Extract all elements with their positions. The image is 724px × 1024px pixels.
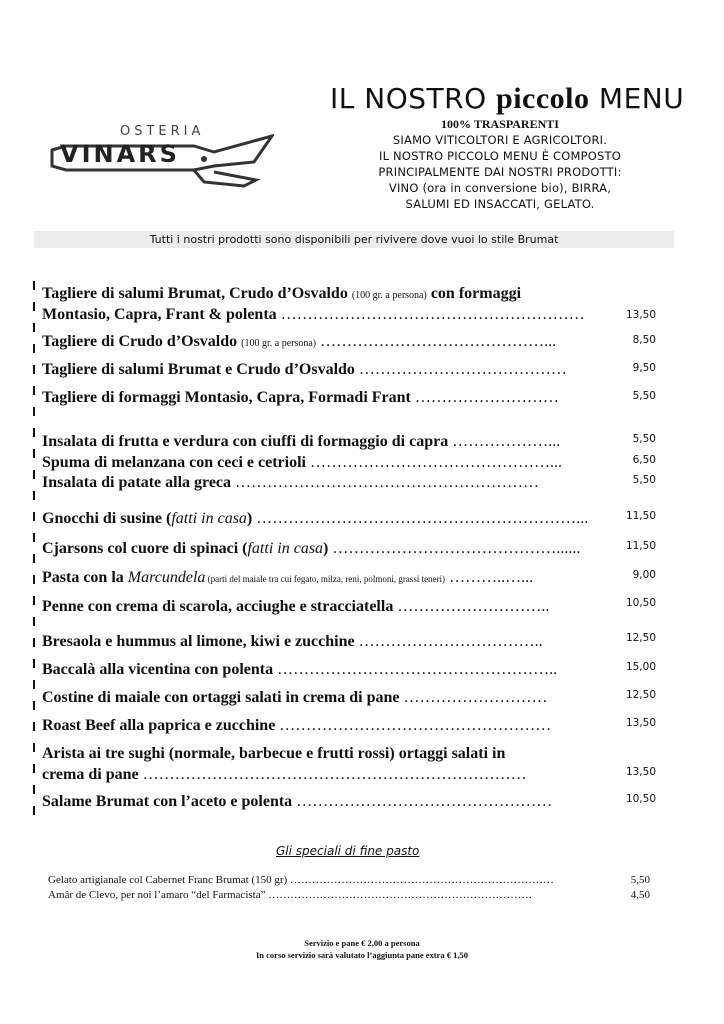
- item-price: 13,50: [625, 717, 656, 729]
- dessert-name: Amâr de Clevo, per noi l’amaro “del Farmacista”: [48, 889, 269, 901]
- leader-dots: ………………………: [414, 389, 559, 406]
- intro-line: PRINCIPALMENTE DAI NOSTRI PRODOTTI:: [378, 165, 622, 179]
- desserts-heading: Gli speciali di fine pasto: [276, 844, 420, 858]
- leader-dots: ………………………..: [397, 598, 550, 615]
- item-price: 5,50: [632, 390, 656, 402]
- leader-dots: ………………………: [403, 689, 548, 706]
- item-name: Baccalà alla vicentina con polenta: [42, 661, 278, 678]
- leader-dots: ………………………………………...: [309, 454, 562, 471]
- leader-dots: ……………………………..: [358, 633, 543, 650]
- leader-dots: ………..…...: [445, 569, 534, 586]
- intro-line: SALUMI ED INSACCATI, GELATO.: [405, 197, 595, 211]
- item-name: Cjarsons col cuore di spinaci (: [42, 540, 248, 557]
- item-name: Gnocchi di susine (: [42, 510, 172, 527]
- leader-dots: ……………………………………………………...: [256, 510, 589, 527]
- service-note: Servizio e pane € 2,00 a persona: [304, 938, 420, 948]
- intro-line: IL NOSTRO PICCOLO MENU È COMPOSTO: [378, 149, 622, 163]
- item-note: (parti del maiale tra cui fegato, milza, reni, polmoni, grassi teneri): [205, 574, 446, 584]
- availability-banner: Tutti i nostri prodotti sono disponibili per rivivere dove vuoi lo stile Brumat: [34, 231, 674, 248]
- menu-item: [42, 539, 612, 559]
- item-name: Salame Brumat con l’aceto e polenta: [42, 793, 297, 810]
- leader-dots: ………………………………………………………………: [268, 889, 533, 901]
- menu-item-line2: [42, 305, 612, 325]
- item-name: Insalata di frutta e verdura con ciuffi di formaggio di capra: [42, 433, 453, 450]
- item-name: Pasta con la: [42, 569, 128, 586]
- item-name: Montasio, Capra, Frant & polenta: [42, 306, 281, 323]
- item-name: Tagliere di salumi Brumat, Crudo d’Osvaldo: [42, 285, 352, 302]
- item-price: 11,50: [625, 540, 656, 552]
- item-price: 9,50: [632, 362, 656, 374]
- menu-item: [42, 632, 612, 652]
- bread-note: In corso servizio sarà valutato l’aggiunta pane extra € 1,50: [255, 950, 468, 960]
- menu-item-line2: [42, 765, 612, 785]
- dessert-name: Gelato artigianale col Cabernet Franc Brumat (150 gr): [48, 874, 290, 886]
- leader-dots: …………………………………………………: [280, 306, 585, 323]
- leader-dots: ……………………………………......: [332, 540, 581, 557]
- leader-dots: ………………………………………………………………: [289, 874, 554, 886]
- dessert-item: [48, 874, 608, 886]
- menu-item: [42, 509, 612, 529]
- menu-item: [42, 432, 612, 452]
- item-italic: fatti in casa: [171, 510, 247, 527]
- item-italic: fatti in casa: [247, 540, 324, 557]
- item-name: Arista ai tre sughi (normale, barbecue e frutti rossi) ortaggi salati in: [42, 745, 506, 762]
- menu-item: [42, 716, 612, 736]
- menu-item: [42, 688, 612, 708]
- menu-item: [42, 388, 612, 408]
- intro-block: [330, 116, 670, 212]
- leader-dots: …………………………………………: [296, 793, 553, 810]
- item-name: Bresaola e hummus al limone, kiwi e zucchine: [42, 633, 359, 650]
- menu-item: [42, 453, 612, 473]
- item-price: 10,50: [625, 793, 656, 805]
- item-price: 5,50: [632, 433, 656, 445]
- item-name: Roast Beef alla paprica e zucchine: [42, 717, 280, 734]
- item-name: Tagliere di formaggi Montasio, Capra, Formadi Frant: [42, 389, 415, 406]
- brand-osteria: OSTERIA: [120, 124, 205, 139]
- intro-line: SIAMO VITICOLTORI E AGRICOLTORI.: [392, 133, 608, 147]
- menu-title: [330, 82, 685, 116]
- item-note: (100 gr. a persona): [241, 338, 317, 349]
- item-price: 13,50: [625, 766, 656, 778]
- menu-item: [42, 792, 612, 812]
- item-price: 10,50: [625, 597, 656, 609]
- dessert-item: [48, 889, 608, 901]
- leader-dots: …………………………………………………: [235, 474, 540, 491]
- item-price: 13,50: [625, 309, 656, 321]
- item-price: 12,50: [625, 689, 656, 701]
- item-price: 6,50: [632, 454, 656, 466]
- menu-item: [42, 568, 612, 589]
- item-price: 11,50: [625, 510, 656, 522]
- item-price: 12,50: [625, 632, 656, 644]
- item-note: (100 gr. a persona): [351, 290, 427, 301]
- title-accent: piccolo: [496, 82, 590, 115]
- item-price: 15,00: [625, 661, 656, 673]
- item-price: 8,50: [632, 334, 656, 346]
- menu-item: [42, 597, 612, 617]
- menu-item: [42, 360, 612, 380]
- leader-dots: ………………………………………………………………: [142, 766, 527, 783]
- item-name: Costine di maiale con ortaggi salati in crema di pane: [42, 689, 404, 706]
- item-name: Spuma di melanzana con ceci e cetrioli: [42, 454, 310, 471]
- item-name: Penne con crema di scarola, acciughe e stracciatella: [42, 598, 398, 615]
- menu-item: [42, 744, 612, 764]
- intro-line: VINO (ora in conversione bio), BIRRA,: [388, 181, 612, 195]
- leader-dots: ………………...: [452, 433, 561, 450]
- item-name: Tagliere di salumi Brumat e Crudo d’Osvaldo: [42, 361, 359, 378]
- item-name: Tagliere di Crudo d’Osvaldo: [42, 333, 242, 350]
- title-part1: IL NOSTRO: [330, 82, 497, 115]
- leader-dots: ……………………………………………..: [277, 661, 558, 678]
- dessert-price: 4,50: [630, 889, 650, 901]
- title-part2: MENU: [589, 82, 685, 115]
- menu-item: [42, 473, 612, 493]
- item-name: Insalata di patate alla greca: [42, 474, 236, 491]
- leader-dots: ……………………………………...: [316, 333, 557, 350]
- item-name-cont: con formaggi: [426, 285, 522, 302]
- dessert-price: 5,50: [630, 874, 650, 886]
- leader-dots: …………………………………: [358, 361, 567, 378]
- menu-item: [42, 284, 612, 306]
- leader-dots: ……………………………………………: [279, 717, 552, 734]
- menu-item: [42, 660, 612, 680]
- item-name-end: ): [246, 510, 257, 527]
- item-italic: Marcundela: [127, 569, 206, 586]
- item-name-end: ): [323, 540, 333, 557]
- menu-item: [42, 332, 612, 354]
- item-name: crema di pane: [42, 766, 143, 783]
- brand-vinars: VINARS: [60, 140, 180, 168]
- dashed-margin-line: [33, 281, 35, 826]
- item-price: 9,00: [632, 569, 656, 581]
- item-price: 5,50: [632, 474, 656, 486]
- intro-bold: 100% TRASPARENTI: [441, 117, 559, 131]
